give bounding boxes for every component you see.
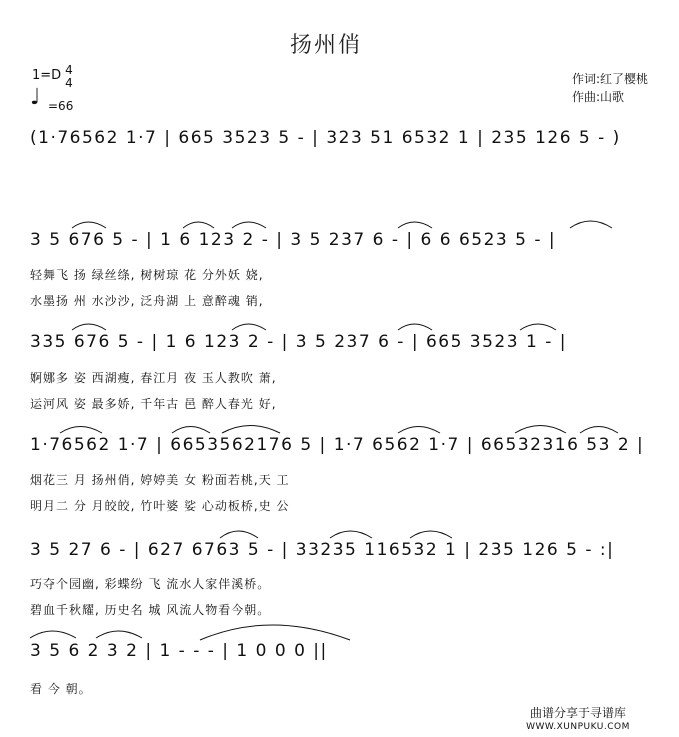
slur bbox=[222, 426, 280, 434]
lyric-line-7: 巧夺个园幽, 彩蝶纷 飞 流水人家伴溪桥。 bbox=[30, 577, 271, 591]
tempo-marking: =66 bbox=[48, 99, 74, 113]
watermark-url: WWW.XUNPUKU.COM bbox=[526, 722, 630, 732]
time-signature-top: 4 bbox=[65, 63, 73, 77]
lyric-line-2: 水墨扬 州 水沙沙, 泛舟湖 上 意醉魂 销, bbox=[30, 294, 264, 308]
music-line-4: 1·76562 1·7 | 6653562176 5 | 1·7 6562 1·7 | 66532316 53 2 | bbox=[30, 435, 645, 455]
lyric-line-5: 烟花三 月 扬州俏, 婷婷美 女 粉面若桃,天 工 bbox=[30, 473, 290, 487]
lyricist-credit: 作词:红了樱桃 bbox=[572, 72, 649, 86]
music-line-1: (1·76562 1·7 | 665 3523 5 - | 323 51 6532 1 | 235 126 5 - ) bbox=[30, 128, 621, 148]
slur bbox=[520, 324, 556, 330]
slur bbox=[232, 324, 266, 330]
song-title: 扬州俏 bbox=[290, 33, 363, 58]
lyric-line-8: 碧血千秋耀, 历史名 城 风流人物看今朝。 bbox=[30, 603, 271, 617]
slur bbox=[580, 427, 618, 434]
music-line-3: 335 676 5 - | 1 6 123 2 - | 3 5 237 6 - | 665 3523 1 - | bbox=[30, 332, 567, 352]
slur bbox=[398, 427, 440, 434]
slur bbox=[72, 324, 106, 330]
lyric-line-3: 婀娜多 姿 西湖瘦, 春江月 夜 玉人教吹 萧, bbox=[30, 371, 277, 385]
slur bbox=[96, 631, 142, 638]
lyric-line-1: 轻舞飞 扬 绿丝绦, 树树琼 花 分外妖 娆, bbox=[30, 268, 264, 282]
time-signature-bottom: 4 bbox=[65, 76, 73, 90]
slur bbox=[172, 427, 210, 434]
slur bbox=[60, 427, 102, 434]
slur bbox=[330, 531, 372, 538]
watermark-text: 曲谱分享于寻谱库 bbox=[529, 706, 626, 720]
slur bbox=[570, 221, 612, 228]
slur bbox=[515, 426, 566, 434]
slur bbox=[30, 631, 76, 638]
site-watermark bbox=[508, 706, 648, 734]
slur bbox=[183, 222, 214, 228]
key-signature: 1=D bbox=[32, 68, 62, 83]
lyric-line-6: 明月二 分 月皎皎, 竹叶婆 娑 心动板桥,史 公 bbox=[30, 499, 290, 513]
lyric-line-4: 运河风 姿 最多娇, 千年古 邑 醉人春光 好, bbox=[30, 397, 277, 411]
tie bbox=[200, 625, 350, 640]
slur bbox=[398, 324, 432, 330]
slur bbox=[220, 531, 258, 538]
slur bbox=[410, 531, 452, 538]
slur bbox=[72, 222, 106, 228]
music-line-6: 3 5 6 2 3 2 | 1 - - - | 1 0 0 0 || bbox=[30, 641, 328, 661]
composer-credit: 作曲:山歌 bbox=[572, 90, 625, 104]
slur bbox=[398, 222, 432, 228]
time-signature bbox=[62, 64, 76, 90]
quarter-note-icon: ♩ bbox=[30, 85, 41, 110]
lyric-line-9: 看 今 朝。 bbox=[30, 682, 92, 696]
music-line-2: 3 5 676 5 - | 1 6 123 2 - | 3 5 237 6 - | 6 6 6523 5 - | bbox=[30, 230, 557, 250]
slur bbox=[232, 222, 266, 228]
music-line-5: 3 5 27 6 - | 627 6763 5 - | 33235 116532 1 | 235 126 5 - :| bbox=[30, 540, 615, 560]
